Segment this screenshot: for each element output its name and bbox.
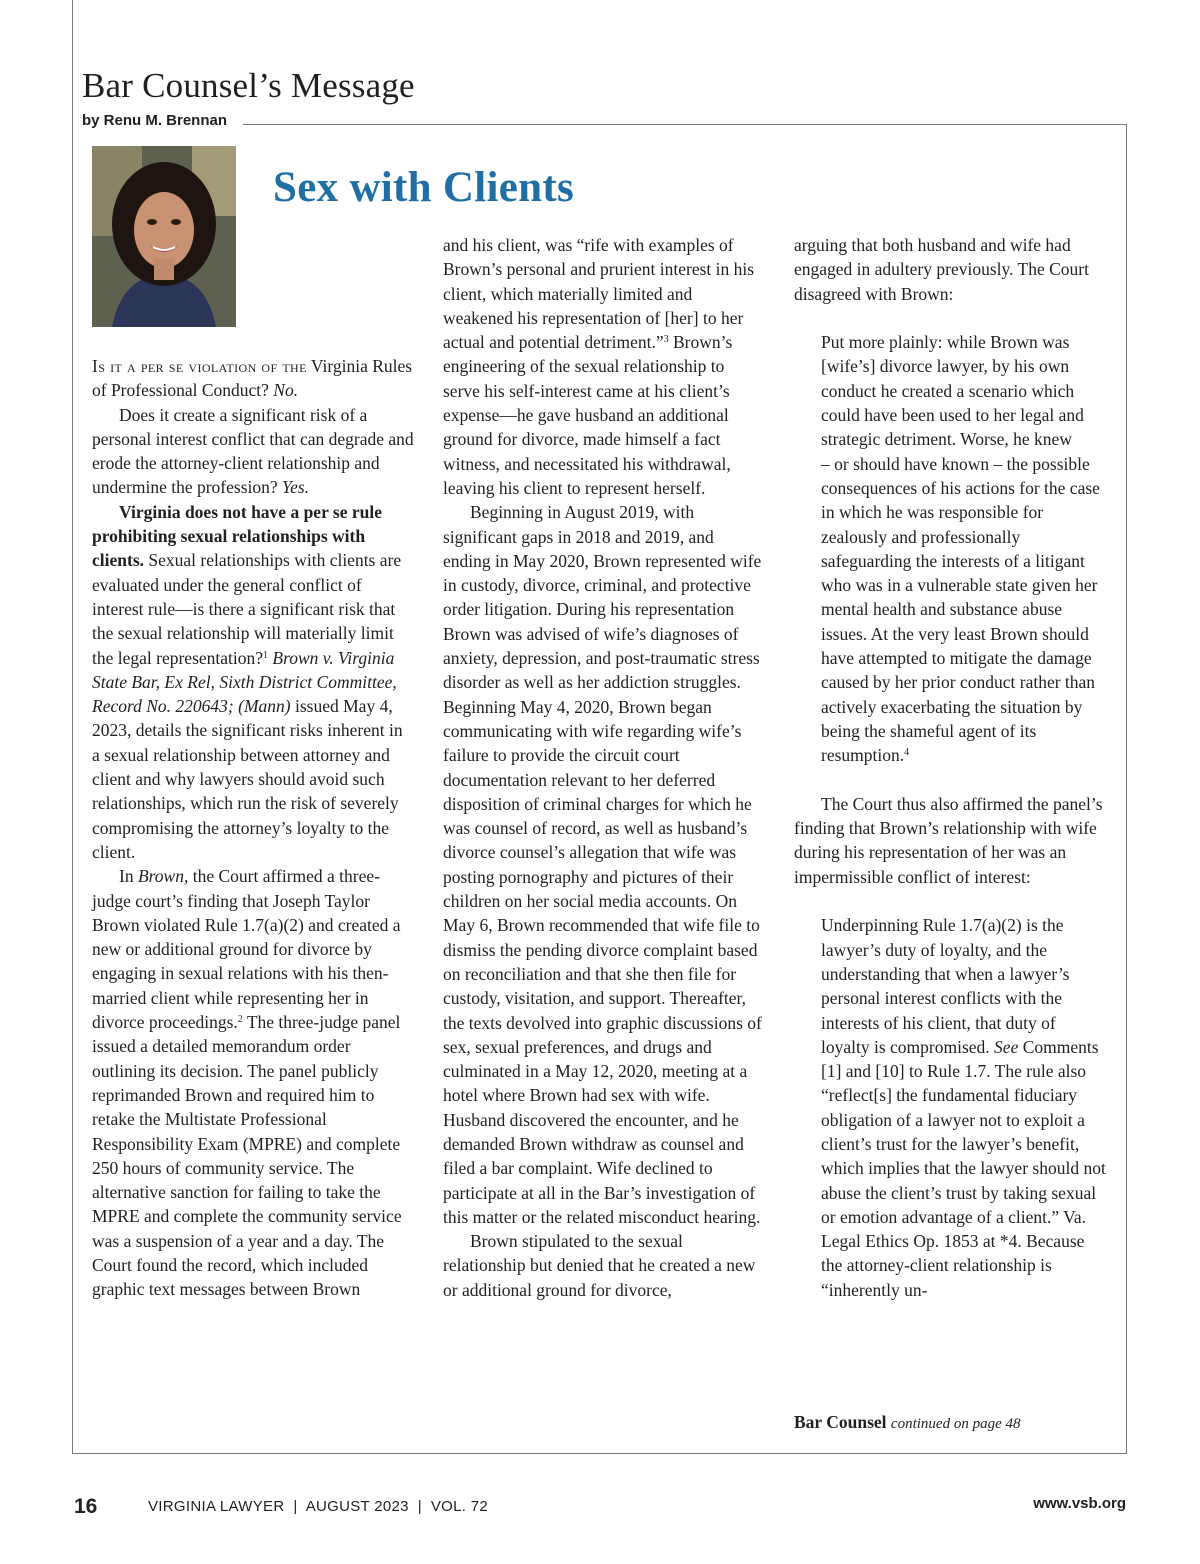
see-signal: See <box>994 1036 1019 1057</box>
block-quote <box>794 913 1106 1302</box>
text-run: and his client, was “rife with examples of Brown’s personal and prurient interest in his client, which materially limited and weakened his representation of [her] to her actual and potential detriment.” <box>443 235 755 353</box>
paragraph: Brown stipulated to the sexual relationship but denied that he created a new or additional ground for divorce, <box>443 1231 756 1300</box>
article-column-3 <box>794 233 1106 1302</box>
case-name: Brown, <box>137 866 189 887</box>
publication-info: VIRGINIA LAWYER | AUGUST 2023 | VOL. 72 <box>148 1498 488 1515</box>
paragraph: arguing that both husband and wife had engaged in adultery previously. The Court disagreed with Brown: <box>794 235 1089 304</box>
byline: by Renu M. Brennan <box>82 112 228 129</box>
spacer <box>794 889 1106 913</box>
paragraph <box>443 233 765 500</box>
continued-note[interactable] <box>794 1410 1020 1436</box>
paragraph <box>92 403 414 500</box>
article-title: Sex with Clients <box>273 164 575 211</box>
case-citation: Brown v. Virginia State Bar, Ex Rel, Sixth District Committee, Record No. 220643; (Mann) <box>92 647 397 717</box>
text-run: issued May 4, 2023, details the significant risks inherent in a sexual relationship between attorney and client and why lawyers should avoid such relationships, which run the risk of severely compromising the attorney’s loyalty to the client. <box>92 696 403 862</box>
page-number: 16 <box>74 1495 98 1518</box>
article-column-2 <box>443 233 765 1302</box>
paragraph: Beginning in August 2019, with significant gaps in 2018 and 2019, and ending in May 2020, Brown represented wife in custody, divorce, criminal, and protective order litigation. During his representation Brown was advised of wife’s diagnoses of anxiety, depression, and post-traumatic stress disorder as well as her addiction struggles. Beginning May 4, 2020, Brown began communicating with wife regarding wife’s failure to provide the circuit court documentation relevant to her deferred disposition of criminal charges for which he was counsel of record, as well as husband’s divorce counsel’s allegation that wife was posting pornography and pictures of their children on her social media accounts. On May 6, Brown recommended that wife file to dismiss the pending divorce complaint based on reconciliation and that she then file for custody, visitation, and support. Thereafter, the texts devolved into graphic discussions of sex, sexual preferences, and drugs and culminated in a May 12, 2020, meeting at a hotel where Brown had sex with wife. Husband discovered the encounter, and he demanded Brown withdraw as counsel and filed a bar complaint. Wife declined to participate at all in the Bar’s investigation of this matter or the related misconduct hearing. <box>443 502 762 1227</box>
text-run: – or should have known – the possible consequences of his actions for the case in which he was responsible for zealously and professionally safeguarding the interests of a litigant who was in a vulnerable state given her mental health and substance abuse issues. At the very least Brown should have attempted to mitigate the damage caused by her prior conduct rather than actively exacerbating the situation by being the shameful agent of its resumption. <box>821 453 1100 766</box>
continued-label: Bar Counsel <box>794 1412 887 1432</box>
footnote-ref: 2 <box>237 1014 243 1026</box>
text-run: Underpinning Rule 1.7(a)(2) is the lawyer’s duty of loyalty, and the understanding that when a lawyer’s personal interest conflicts with the interests of his client, that duty of loyalty is compromised. <box>821 915 1070 1057</box>
text-run: Comments [1] and [10] to Rule 1.7. The rule also “reflect[s] the fundamental fiduciary obligation of a lawyer not to exploit a client’s trust for the lawyer’s benefit, which implies that the lawyer should not abuse the client’s trust by taking sexual or emotion advantage of a client.” Va. Legal Ethics Op. 1853 at *4. Because the attorney-client relationship is “inherently un- <box>821 1036 1106 1300</box>
section-title: Bar Counsel’s Message <box>82 66 415 105</box>
author-portrait-icon <box>92 146 236 327</box>
answer-yes: Yes. <box>282 477 310 498</box>
footnote-ref: 3 <box>663 334 669 346</box>
paragraph <box>92 354 414 403</box>
lead-in: Is it a per se violation of the <box>92 356 307 376</box>
paragraph: The Court thus also affirmed the panel’s finding that Brown’s relationship with wife during his representation of her was an impermissible conflict of interest: <box>794 793 1103 887</box>
text-run: Does it create a significant risk of a personal interest conflict that can degrade and erode the attorney-client relationship and undermine the profession? <box>92 404 414 498</box>
spacer <box>794 768 1106 792</box>
footnote-ref: 1 <box>263 649 269 661</box>
footnote-ref: 4 <box>904 747 910 759</box>
answer-no: No. <box>273 380 299 401</box>
frame-left-rule <box>72 0 73 125</box>
bold-lead: Virginia does not have a per se rule prohibiting sexual relationships with clients. <box>92 501 382 571</box>
text-run: the Court affirmed a three-judge court’s finding that Joseph Taylor Brown violated Rule 1.7(a)(2) and created a new or additional ground for divorce by engaging in sexual relations with his then-married client while representing her in divorce proceedings. <box>92 866 401 1033</box>
block-quote <box>794 330 1106 767</box>
text-run: The three-judge panel issued a detailed memorandum order outlining its decision. The panel publicly reprimanded Brown and required him to retake the Multistate Professional Responsibility Exam (MPRE) and complete 250 hours of community service. The alternative sanction for failing to take the MPRE and complete the community service was a suspension of a year and a day. The Court found the record, which included graphic text messages between Brown <box>92 1012 402 1300</box>
paragraph <box>92 864 414 1301</box>
continued-text: continued on page 48 <box>890 1416 1021 1432</box>
text-run: Sexual relationships with clients are evaluated under the general conflict of interest rule—is there a significant risk that the sexual relationship will materially limit the legal representation? <box>92 550 402 668</box>
spacer <box>794 306 1106 330</box>
text-run: In <box>119 866 138 887</box>
paragraph <box>92 500 414 864</box>
text-run: Brown’s engineering of the sexual relationship to serve his self-interest came at his client’s expense—he gave husband an additional ground for divorce, made himself a fact witness, and necessitated his withdrawal, leaving his client to represent herself. <box>443 332 733 498</box>
website-link[interactable]: www.vsb.org <box>1033 1495 1126 1512</box>
text-run: Put more plainly: while Brown was [wife’s] divorce lawyer, by his own conduct he created a scenario which could have been used to her legal and strategic detriment. Worse, he knew <box>821 332 1084 450</box>
article-column-1 <box>92 354 414 1302</box>
author-photo <box>92 146 236 327</box>
text-run: Virginia Rules of Professional Conduct? <box>92 356 413 401</box>
